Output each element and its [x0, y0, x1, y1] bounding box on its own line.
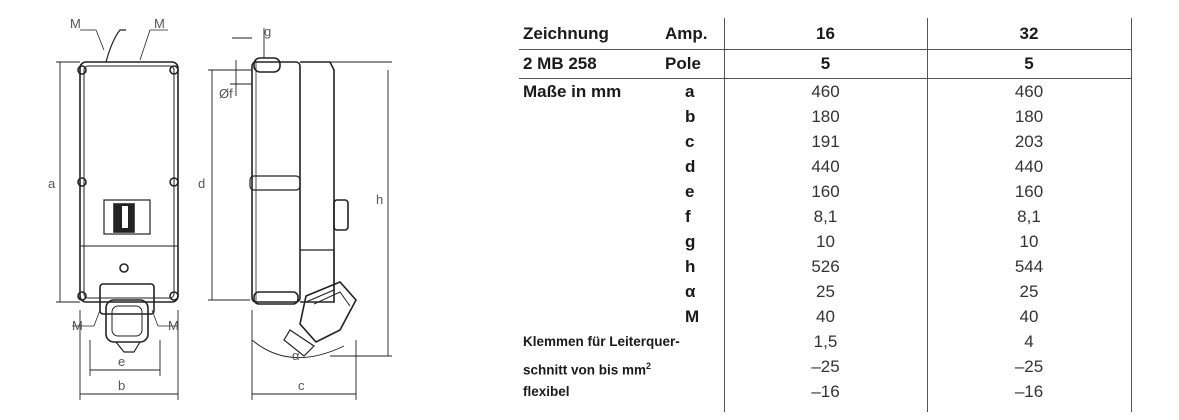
dim-value-16: 440 [811, 157, 840, 176]
dim-value-16: 526 [811, 257, 840, 276]
table-row [519, 354, 1139, 379]
pole-16: 5 [820, 54, 831, 73]
header-row-amp [519, 21, 1139, 46]
table-row [519, 154, 1139, 179]
label-m-top-left: M [70, 16, 81, 31]
dim-key: h [685, 257, 696, 276]
dim-value-32: 180 [1014, 107, 1044, 126]
spec-table [519, 12, 1139, 412]
table-row [519, 254, 1139, 279]
dim-value-16: 460 [811, 82, 840, 101]
model-label: 2 MB 258 [523, 54, 597, 73]
terminal-value-32: –16 [1014, 382, 1044, 401]
header-row-pole [519, 51, 1139, 76]
terminal-value-16: –16 [811, 382, 840, 401]
terminal-label-text: schnitt von bis mm [523, 362, 647, 378]
label-e: e [118, 354, 126, 369]
pole-label: Pole [665, 54, 701, 73]
dim-key: d [685, 157, 696, 176]
label-m-bottom-right: M [168, 318, 179, 333]
label-m-bottom-left: M [72, 318, 83, 333]
dim-value-32: 25 [1019, 282, 1039, 301]
label-h: h [376, 192, 384, 207]
table-row [519, 329, 1139, 354]
table-row [519, 179, 1139, 204]
label-m-top-right: M [154, 16, 165, 31]
header-16: 16 [816, 24, 835, 43]
dim-key: a [685, 82, 695, 101]
table-row [519, 204, 1139, 229]
dim-value-16: 40 [816, 307, 835, 326]
dim-value-32: 160 [1014, 182, 1044, 201]
dim-key: c [685, 132, 695, 151]
header-label: Zeichnung [523, 24, 609, 43]
dim-value-16: 160 [811, 182, 840, 201]
dim-key: M [685, 307, 700, 326]
dim-value-32: 460 [1014, 82, 1044, 101]
dim-value-32: 8,1 [1017, 207, 1041, 226]
terminal-value-16: –25 [811, 357, 840, 376]
side-view [250, 58, 356, 356]
pole-32: 5 [1024, 54, 1034, 73]
label-a: a [48, 176, 56, 191]
header-divider-1 [519, 49, 1131, 50]
dim-key: α [685, 282, 696, 301]
dims-title: Maße in mm [523, 82, 622, 101]
dim-value-16: 180 [811, 107, 840, 126]
dim-value-32: 544 [1014, 257, 1044, 276]
table-row [519, 229, 1139, 254]
table-row [519, 104, 1139, 129]
terminal-label [523, 354, 651, 379]
label-g: g [264, 24, 272, 39]
label-b: b [118, 378, 126, 393]
terminal-label: flexibel [523, 384, 570, 399]
dim-key: g [685, 232, 696, 251]
label-d: d [198, 176, 206, 191]
terminal-label-sup: 2 [646, 361, 652, 371]
front-view [72, 30, 178, 352]
table-row [519, 279, 1139, 304]
dim-value-16: 10 [816, 232, 835, 251]
dim-value-16: 8,1 [813, 207, 838, 226]
dim-value-32: 440 [1014, 157, 1044, 176]
header-sub: Amp. [665, 24, 708, 43]
dim-value-32: 203 [1014, 132, 1044, 151]
dim-value-16: 25 [816, 282, 835, 301]
table-row [519, 304, 1139, 329]
header-32: 32 [1019, 24, 1039, 43]
dim-value-32: 40 [1019, 307, 1039, 326]
terminal-value-32: 4 [1024, 332, 1034, 351]
dim-value-16: 191 [811, 132, 840, 151]
table-row [519, 79, 1139, 104]
terminal-value-16: 1,5 [813, 332, 838, 351]
dim-key: b [685, 107, 696, 126]
label-c: c [298, 378, 305, 393]
table-row [519, 129, 1139, 154]
dim-key: e [685, 182, 695, 201]
technical-drawing [0, 0, 500, 420]
terminal-label: Klemmen für Leiterquer- [523, 334, 680, 349]
table-row [519, 379, 1139, 404]
label-alpha: α [292, 348, 300, 363]
label-f: Øf [219, 86, 233, 101]
dim-key: f [685, 207, 691, 226]
dim-value-32: 10 [1019, 232, 1039, 251]
terminal-value-32: –25 [1014, 357, 1044, 376]
